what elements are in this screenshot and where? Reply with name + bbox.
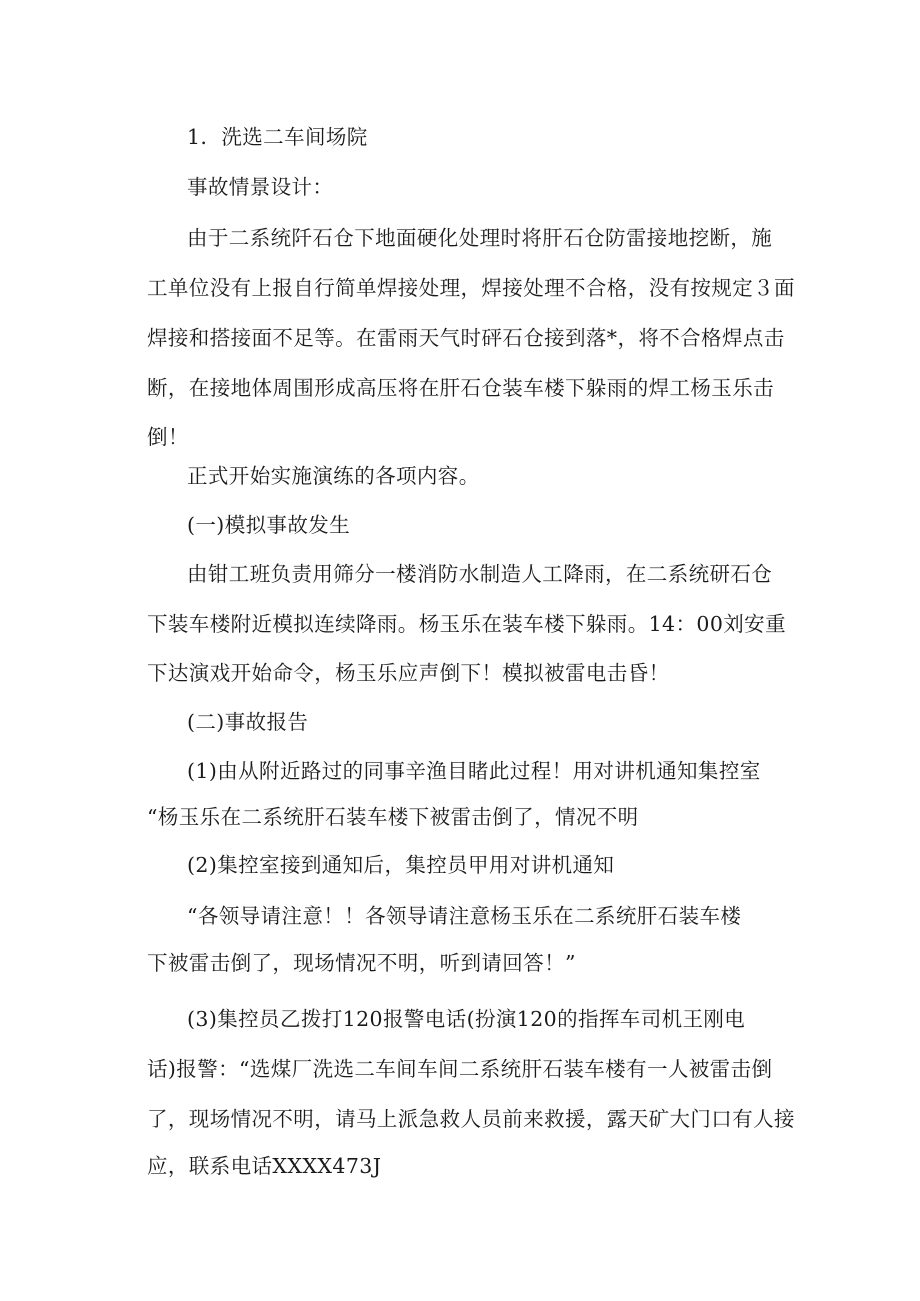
item3-line-2: 话)报警：“选煤厂洗选二车间车间二系统肝石装车楼有一人被雷击倒 <box>147 1057 773 1081</box>
scene-line-5: 倒！ <box>147 425 189 449</box>
section-heading: 1．洗选二车间场院 <box>187 125 368 149</box>
start-line: 正式开始实施演练的各项内容。 <box>187 464 480 488</box>
item3-line-4: 应，联系电话XXXX473J <box>147 1154 382 1178</box>
section1-line-3: 下达演戏开始命令，杨玉乐应声倒下！模拟被雷电击昏！ <box>147 661 670 685</box>
scene-line-4: 断，在接地体周围形成高压将在肝石仓装车楼下躲雨的焊工杨玉乐击 <box>147 376 774 400</box>
section2-title: (二)事故报告 <box>187 710 309 734</box>
scene-line-2: 工单位没有上报自行简单焊接处理，焊接处理不合格，没有按规定３面 <box>147 276 795 300</box>
scene-line-3: 焊接和搭接面不足等。在雷雨天气时砰石仓接到落*，将不合格焊点击 <box>147 326 785 350</box>
item2-line-2: “各领导请注意！！各领导请注意杨玉乐在二系统肝石装车楼 <box>187 904 742 928</box>
item3-line-3: 了，现场情况不明，请马上派急救人员前来救援，露天矿大门口有人接 <box>147 1107 795 1131</box>
scene-title: 事故情景设计： <box>187 175 334 199</box>
section1-line-1: 由钳工班负责用筛分一楼消防水制造人工降雨，在二系统研石仓 <box>187 562 773 586</box>
item1-line-1: (1)由从附近路过的同事辛渔目睹此过程！用对讲机通知集控室 <box>187 759 761 783</box>
section1-line-2: 下装车楼附近模拟连续降雨。杨玉乐在装车楼下躲雨。14：00刘安重 <box>147 612 786 636</box>
item2-line-1: (2)集控室接到通知后，集控员甲用对讲机通知 <box>187 853 615 877</box>
item2-line-3: 下被雷击倒了，现场情况不明，听到请回答！” <box>147 951 576 975</box>
item3-line-1: (3)集控员乙拨打120报警电话(扮演120的指挥车司机王刚电 <box>187 1007 746 1031</box>
item1-line-2: “杨玉乐在二系统肝石装车楼下被雷击倒了，情况不明 <box>147 805 639 829</box>
section1-title: (一)模拟事故发生 <box>187 513 351 537</box>
scene-line-1: 由于二系统阡石仓下地面硬化处理时将肝石仓防雷接地挖断，施 <box>187 226 773 250</box>
